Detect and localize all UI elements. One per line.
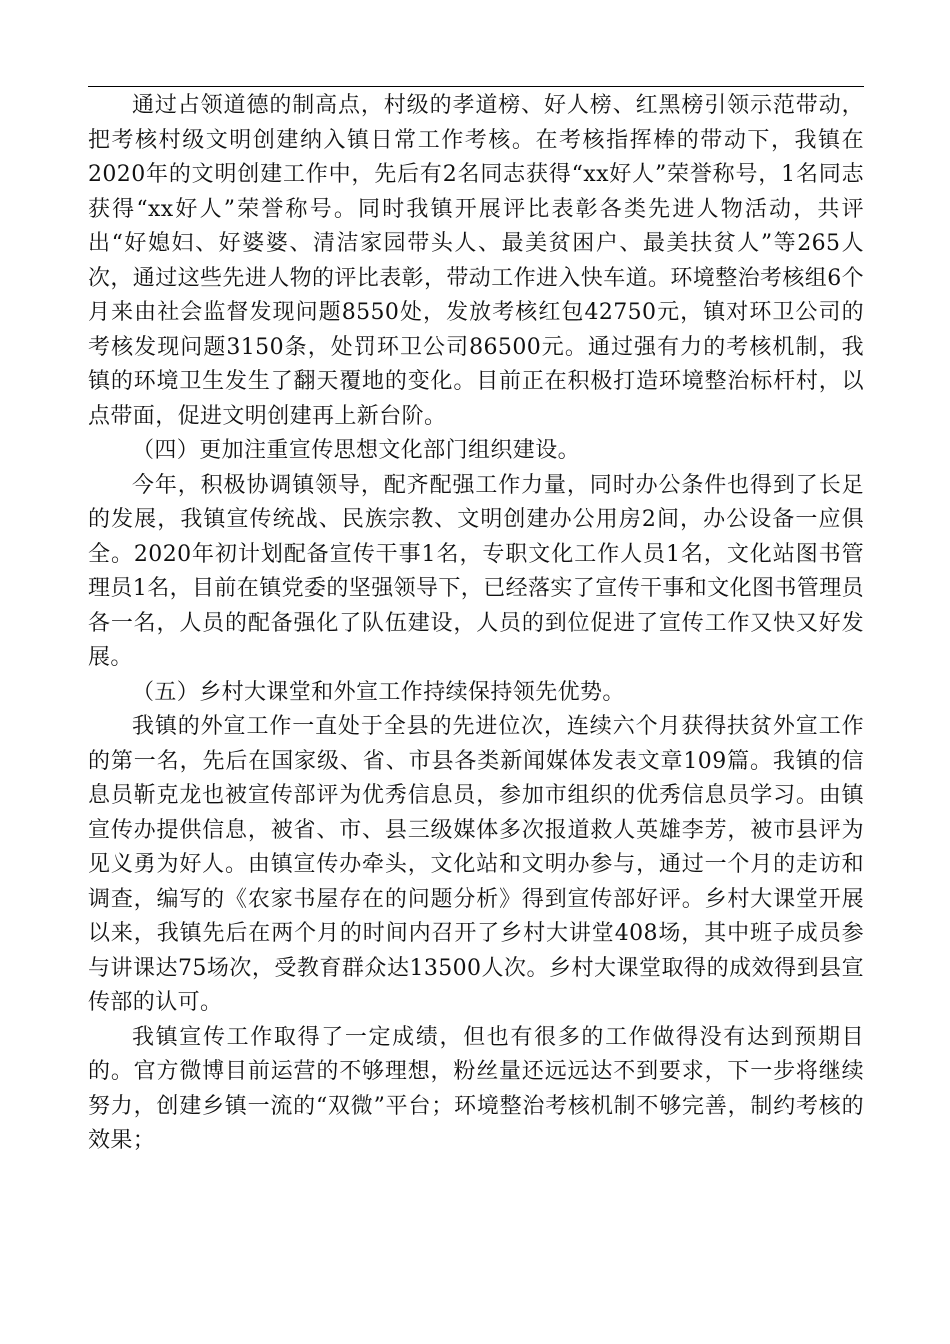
paragraph-external-publicity: 我镇的外宣工作一直处于全县的先进位次，连续六个月获得扶贫外宣工作的第一名，先后在国家级、省、市县各类新闻媒体发表文章109篇。我镇的信息员靳克龙也被宣传部评为优秀信息员，参加市组织的优秀信息员学习。由镇宣传办提供信息，被省、市、县三级媒体多次报道救人英雄李芳，被市县评为见义勇为好人。由镇宣传办牵头，文化站和文明办参与，通过一个月的走访和调查，编写的《农家书屋存在的问题分析》得到宣传部好评。乡村大课堂开展以来，我镇先后在两个月的时间内召开了乡村大讲堂408场，其中班子成员参与讲课达75场次，受教育群众达13500人次。乡村大课堂取得的成效得到县宣传部的认可。 <box>88 714 864 1015</box>
document-page <box>88 86 864 1159</box>
section-heading-four: （四）更加注重宣传思想文化部门组织建设。 <box>132 438 581 463</box>
paragraph-shortcomings: 我镇宣传工作取得了一定成绩，但也有很多的工作做得没有达到预期目的。官方微博目前运营的不够理想，粉丝量还远远达不到要求，下一步将继续努力，创建乡镇一流的“双微”平台；环境整治考核机制不够完善，制约考核的效果； <box>88 1024 864 1153</box>
paragraph-organization-building: 今年，积极协调镇领导，配齐配强工作力量，同时办公条件也得到了长足的发展，我镇宣传统战、民族宗教、文明创建办公用房2间，办公设备一应俱全。2020年初计划配备宣传干事1名，专职文化工作人员1名，文化站图书管理员1名，目前在镇党委的坚强领导下，已经落实了宣传干事和文化图书管理员各一名，人员的配备强化了队伍建设，人员的到位促进了宣传工作又快又好发展。 <box>88 472 864 670</box>
header-rule <box>88 86 864 87</box>
document-body <box>88 89 864 1159</box>
section-heading-five: （五）乡村大课堂和外宣工作持续保持领先优势。 <box>132 679 625 705</box>
paragraph-civilization-assessment: 通过占领道德的制高点，村级的孝道榜、好人榜、红黑榜引领示范带动，把考核村级文明创建纳入镇日常工作考核。在考核指挥棒的带动下，我镇在2020年的文明创建工作中，先后有2名同志获得“xx好人”荣誉称号，1名同志获得“xx好人”荣誉称号。同时我镇开展评比表彰各类先进人物活动，共评出“好媳妇、好婆婆、清洁家园带头人、最美贫困户、最美扶贫人”等265人次，通过这些先进人物的评比表彰，带动工作进入快车道。环境整治考核组6个月来由社会监督发现问题8550处，发放考核红包42750元，镇对环卫公司的考核发现问题3150条，处罚环卫公司86500元。通过强有力的考核机制，我镇的环境卫生发生了翻天覆地的变化。目前正在积极打造环境整治标杆村，以点带面，促进文明创建再上新台阶。 <box>88 93 864 429</box>
